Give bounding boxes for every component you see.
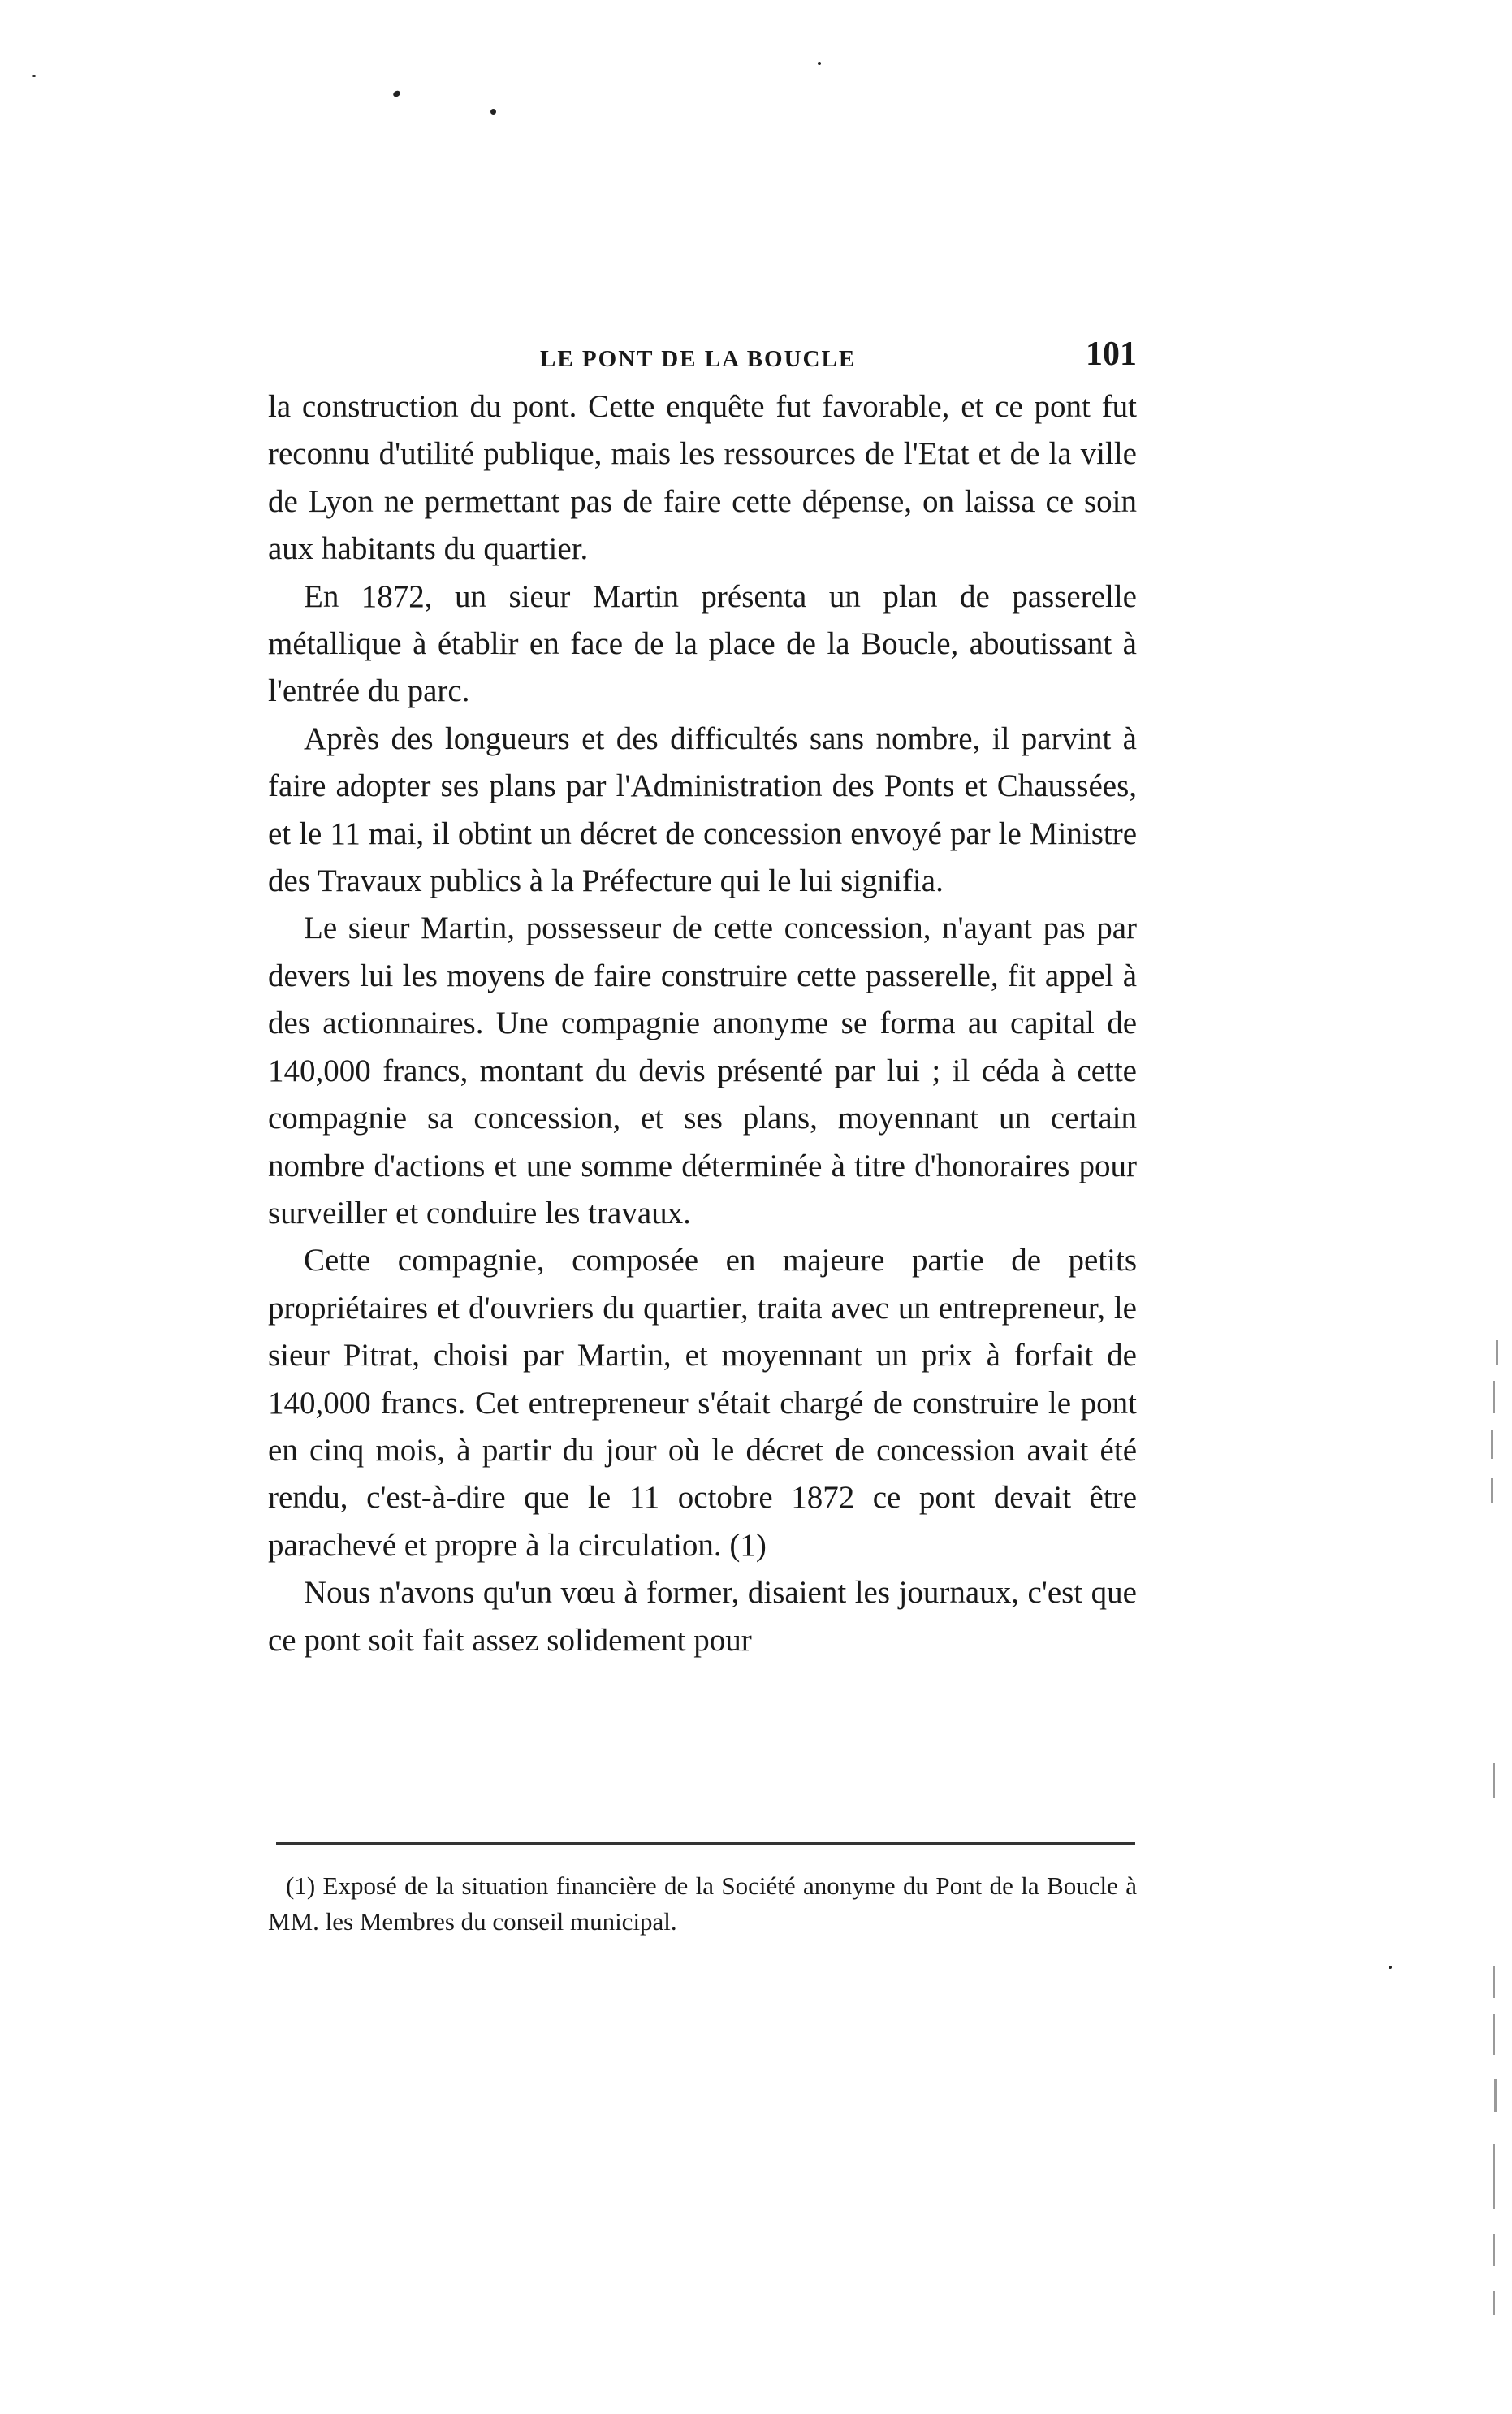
footnote-rule xyxy=(276,1842,1135,1845)
ink-speck xyxy=(32,75,36,77)
footnote-text: (1) Exposé de la situation financière de la Société anonyme du Pont de la Boucle à MM. les Membres du conseil municipal. xyxy=(268,1871,1137,1936)
edge-tick xyxy=(1494,2079,1497,2112)
page-header xyxy=(268,335,1137,383)
ink-speck xyxy=(490,109,496,115)
edge-tick xyxy=(1493,2144,1495,2209)
paragraph: Nous n'avons qu'un vœu à former, disaient les journaux, c'est que ce pont soit fait assez solidement pour xyxy=(268,1575,1137,1658)
running-title: LE PONT DE LA BOUCLE xyxy=(540,346,857,372)
paragraph: Après des longueurs et des difficultés sans nombre, il parvint à faire adopter ses plans par l'Administration des Ponts et Chaussées, et le 11 mai, il obtint un décret de concession envoyé par le Ministre des Travaux publics à la Préfecture qui le lui signifia. xyxy=(268,720,1137,899)
paragraph: la construction du pont. Cette enquête fut favorable, et ce pont fut reconnu d'utilité publique, mais les ressources de l'Etat et de la ville de Lyon ne permettant pas de faire cette dépense, on laissa ce soin aux habitants du quartier. xyxy=(268,389,1137,567)
body-text xyxy=(268,383,1137,1664)
paragraph: Cette compagnie, composée en majeure partie de petits propriétaires et d'ouvriers du quartier, traita avec un entrepreneur, le sieur Pitrat, choisi par Martin, et moyennant un prix à forfait de 140,000 francs. Cet entrepreneur s'était chargé de construire le pont en cinq mois, à partir du jour où le décret de concession avait été rendu, c'est-à-dire que le 11 octobre 1872 ce pont devait être parachevé et propre à la circulation. (1) xyxy=(268,1243,1137,1563)
edge-tick xyxy=(1493,2014,1495,2055)
page-number: 101 xyxy=(1086,335,1137,373)
edge-tick xyxy=(1493,1966,1495,1998)
paragraph: Le sieur Martin, possesseur de cette concession, n'ayant pas par devers lui les moyens de faire construire cette passerelle, fit appel à des actionnaires. Une compagnie anonyme se forma au capital de 140,000 francs, montant du devis présenté par lui ; il céda à cette compagnie sa concession, et ses plans, moyennant un certain nombre d'actions et une somme déterminée à titre d'honoraires pour surveiller et conduire les travaux. xyxy=(268,911,1137,1231)
ink-speck xyxy=(818,62,821,65)
edge-tick xyxy=(1493,2234,1495,2266)
paragraph: En 1872, un sieur Martin présenta un plan de passerelle métallique à établir en face de la place de la Boucle, aboutissant à l'entrée du parc. xyxy=(268,578,1137,709)
ink-speck xyxy=(1389,1966,1392,1969)
edge-tick xyxy=(1491,1430,1493,1459)
edge-tick xyxy=(1493,2291,1495,2315)
edge-tick xyxy=(1496,1340,1498,1365)
edge-tick xyxy=(1493,1381,1495,1413)
footnote xyxy=(268,1868,1137,1940)
ink-speck xyxy=(392,89,401,98)
edge-tick xyxy=(1491,1478,1493,1503)
edge-tick xyxy=(1493,1763,1495,1798)
